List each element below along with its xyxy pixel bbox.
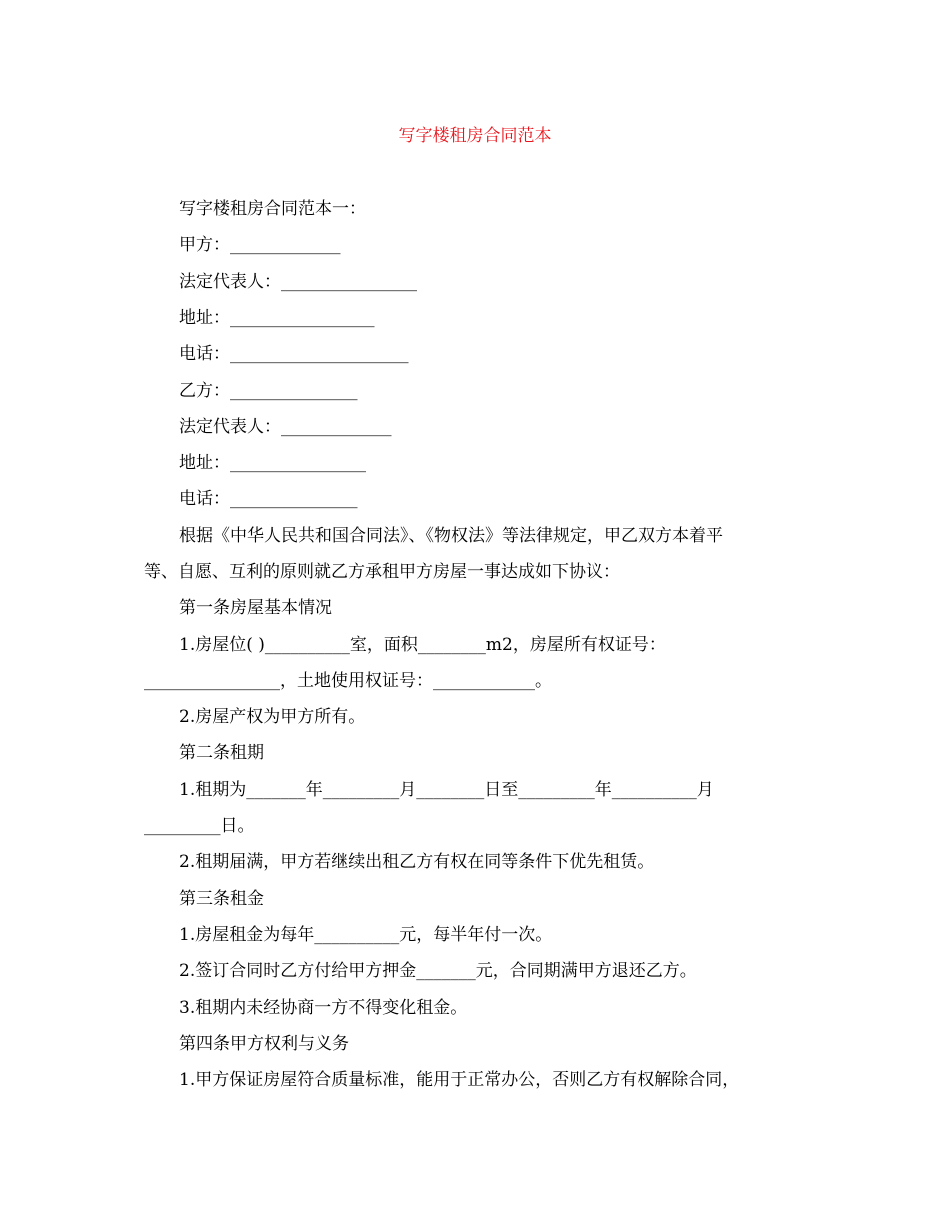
article-2-clause-1-line-2: _________日。 xyxy=(144,816,255,836)
party-a-phone-field: 电话：_____________________ xyxy=(179,344,409,364)
document-title: 写字楼租房合同范本 xyxy=(398,126,552,146)
article-3-clause-3: 3.租期内未经协商一方不得变化租金。 xyxy=(179,998,468,1018)
article-2-clause-2: 2.租期届满，甲方若继续出租乙方有权在同等条件下优先租赁。 xyxy=(179,852,655,872)
article-2-clause-1-line-1: 1.租期为_______年_________月________日至_________年__________月 xyxy=(179,780,714,800)
article-1-clause-2: 2.房屋产权为甲方所有。 xyxy=(179,707,366,727)
article-3-clause-1: 1.房屋租金为每年__________元，每半年付一次。 xyxy=(179,925,553,945)
article-4-heading: 第四条甲方权利与义务 xyxy=(179,1034,349,1054)
article-1-clause-1-line-1: 1.房屋位( )__________室，面积________m2，房屋所有权证号： xyxy=(179,635,666,655)
article-3-heading: 第三条租金 xyxy=(179,889,264,909)
article-1-clause-1-line-2: ________________，土地使用权证号：____________。 xyxy=(144,671,552,691)
article-4-clause-1: 1.甲方保证房屋符合质量标准，能用于正常办公，否则乙方有权解除合同， xyxy=(179,1070,740,1090)
article-3-clause-2: 2.签订合同时乙方付给甲方押金_______元，合同期满甲方退还乙方。 xyxy=(179,961,697,981)
party-a-address-field: 地址：_________________ xyxy=(179,308,375,328)
party-b-address-field: 地址：________________ xyxy=(179,453,366,473)
party-a-legal-representative-field: 法定代表人：________________ xyxy=(179,272,417,292)
preamble-paragraph-line-2: 等、自愿、互利的原则就乙方承租甲方房屋一事达成如下协议： xyxy=(144,562,620,582)
section-heading-version-one: 写字楼租房合同范本一： xyxy=(179,199,366,219)
article-2-heading: 第二条租期 xyxy=(179,743,264,763)
party-a-field: 甲方：_____________ xyxy=(179,235,341,255)
party-b-field: 乙方：_______________ xyxy=(179,381,358,401)
preamble-paragraph-line-1: 根据《中华人民共和国合同法》、《物权法》等法律规定，甲乙双方本着平 xyxy=(179,526,723,546)
party-b-legal-representative-field: 法定代表人：_____________ xyxy=(179,417,392,437)
party-b-phone-field: 电话：_______________ xyxy=(179,489,358,509)
article-1-heading: 第一条房屋基本情况 xyxy=(179,598,332,618)
